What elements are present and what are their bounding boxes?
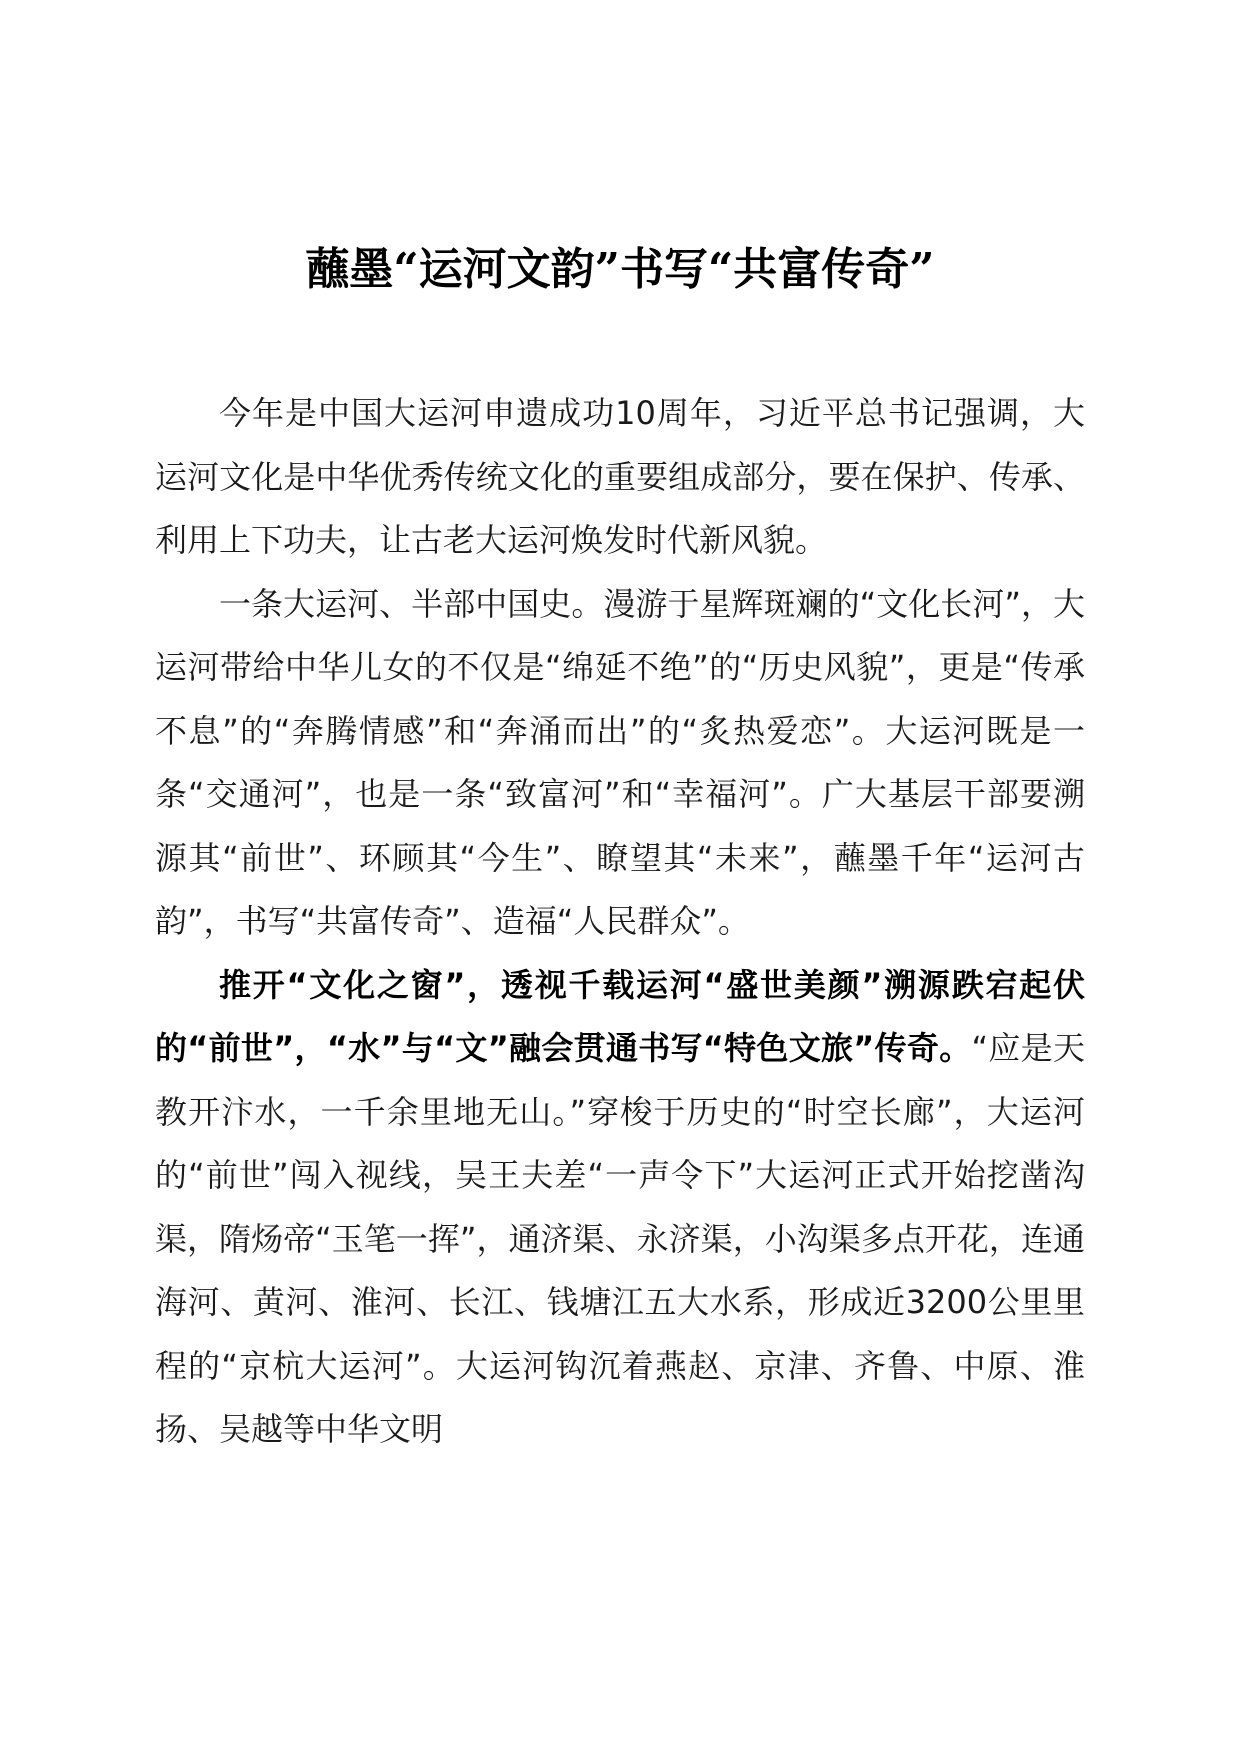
paragraph-3 <box>155 954 1085 1462</box>
document-title: 蘸墨“运河文韵”书写“共富传奇” <box>305 244 935 295</box>
document-body <box>155 382 1085 1462</box>
paragraph-3-lead: 推开“文化之窗”，透视千载运河“盛世美颜”溯源跌宕起伏的“前世”，“水”与“文”融会贯通书写“特色文旅”传奇。 <box>155 965 1085 1067</box>
paragraph-3-text: “应是天教开汴水，一千余里地无山。”穿梭于历史的“时空长廊”，大运河的“前世”闯入视线，吴王夫差“一声令下”大运河正式开始挖凿沟渠，隋炀帝“玉笔一挥”，通济渠、永济渠，小沟渠多点开花，连通海河、黄河、淮河、长江、钱塘江五大水系，形成近3200公里里程的“京杭大运河”。大运河钩沉着燕赵、京津、齐鲁、中原、淮扬、吴越等中华文明 <box>155 1029 1085 1448</box>
paragraph-1-text: 今年是中国大运河申遗成功10周年，习近平总书记强调，大运河文化是中华优秀传统文化的重要组成部分，要在保护、传承、利用上下功夫，让古老大运河焕发时代新风貌。 <box>155 394 1085 559</box>
paragraph-1 <box>155 382 1085 573</box>
paragraph-2-text: 一条大运河、半部中国史。漫游于星辉斑斓的“文化长河”，大运河带给中华儿女的不仅是“绵延不绝”的“历史风貌”，更是“传承不息”的“奔腾情感”和“奔涌而出”的“炙热爱恋”。大运河既是一条“交通河”，也是一条“致富河”和“幸福河”。广大基层干部要溯源其“前世”、环顾其“今生”、瞭望其“未来”，蘸墨千年“运河古韵”，书写“共富传奇”、造福“人民群众”。 <box>155 584 1085 940</box>
paragraph-2 <box>155 573 1085 954</box>
